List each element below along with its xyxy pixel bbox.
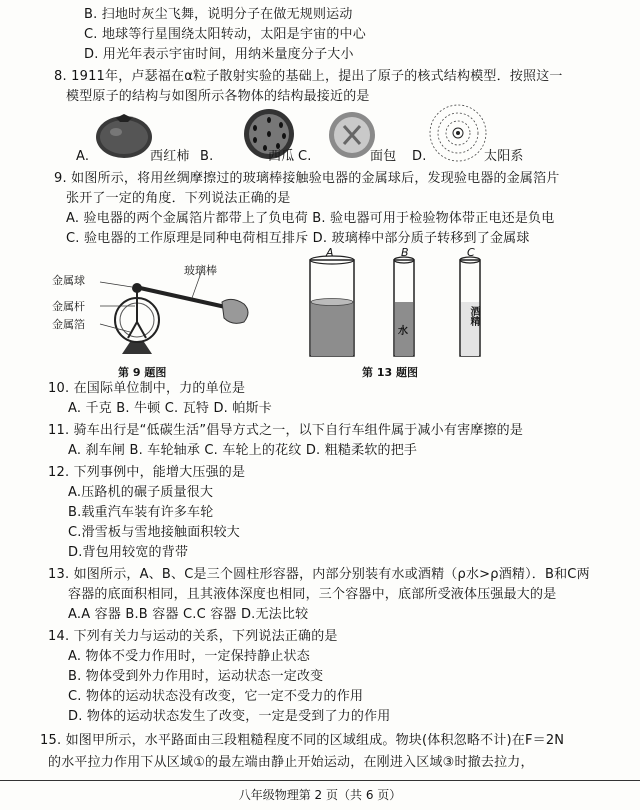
fig13-liquid-c: 酒精 bbox=[468, 306, 479, 326]
q12-option-b: B.载重汽车装有许多车轮 bbox=[68, 505, 214, 520]
q15-stem-1: 15. 如图甲所示，水平路面由三段粗糙程度不同的区域组成。物块(体积忽略不计)在F＝2N bbox=[40, 733, 565, 748]
q12-stem: 12. 下列事例中，能增大压强的是 bbox=[48, 465, 246, 480]
q13-stem-1: 13. 如图所示，A、B、C是三个圆柱形容器，内部分别装有水或酒精（ρ水>ρ酒精）．B和C两 bbox=[48, 567, 590, 582]
q10-stem: 10. 在国际单位制中，力的单位是 bbox=[48, 381, 246, 396]
q14-stem: 14. 下列有关力与运动的关系，下列说法正确的是 bbox=[48, 629, 338, 644]
fig9-caption: 第 9 题图 bbox=[118, 366, 167, 379]
fig13-label-b: B bbox=[401, 246, 409, 259]
q12-option-c: C.滑雪板与雪地接触面积较大 bbox=[68, 525, 241, 540]
q8-option-a: A. bbox=[76, 149, 90, 164]
q9-options-ab: A. 验电器的两个金属箔片都带上了负电荷 B. 验电器可用于检验物体带正电还是负电 bbox=[66, 211, 555, 226]
q8-option-c: C. bbox=[298, 149, 312, 164]
q8-option-b-item: 西瓜 bbox=[268, 149, 295, 164]
fig13-liquid-b: 水 bbox=[398, 326, 408, 337]
q8-stem-2: 模型原子的结构与如图所示各物体的结构最接近的是 bbox=[66, 89, 370, 104]
q9-options-cd: C. 验电器的工作原理是同种电荷相互排斥 D. 玻璃棒中部分质子转移到了金属球 bbox=[66, 231, 530, 246]
q10-options: A. 千克 B. 牛顿 C. 瓦特 D. 帕斯卡 bbox=[68, 401, 272, 416]
q12-option-d: D.背包用较宽的背带 bbox=[68, 545, 189, 560]
q13-stem-2: 容器的底面积相同，且其液体深度也相同，三个容器中，底部所受液体压强最大的是 bbox=[68, 587, 557, 602]
q7-option-d: D. 用光年表示宇宙时间，用纳米量度分子大小 bbox=[84, 47, 354, 62]
q14-option-b: B. 物体受到外力作用时，运动状态一定改变 bbox=[68, 669, 324, 684]
fig9-label-ball: 金属球 bbox=[52, 274, 85, 287]
q14-option-a: A. 物体不受力作用时，一定保持静止状态 bbox=[68, 649, 310, 664]
q8-option-a-item: 西红柿 bbox=[150, 149, 190, 164]
fig13-label-a: A bbox=[326, 246, 334, 259]
q14-option-c: C. 物体的运动状态没有改变，它一定不受力的作用 bbox=[68, 689, 364, 704]
fig9-label-foil: 金属箔 bbox=[52, 318, 85, 331]
page-footer: 八年级物理第 2 页（共 6 页） bbox=[238, 788, 402, 802]
q8-option-d: D. bbox=[412, 149, 427, 164]
q11-options: A. 刹车闸 B. 车轮轴承 C. 车轮上的花纹 D. 粗糙柔软的把手 bbox=[68, 443, 418, 458]
q8-stem-1: 8. 1911年，卢瑟福在α粒子散射实验的基础上，提出了原子的核式结构模型．按照这一 bbox=[54, 69, 563, 84]
fig13-caption: 第 13 题图 bbox=[362, 366, 418, 379]
q7-option-c: C. 地球等行星围绕太阳转动，太阳是宇宙的中心 bbox=[84, 27, 366, 42]
q8-option-b: B. bbox=[200, 149, 214, 164]
fig13-label-c: C bbox=[467, 246, 475, 259]
q9-stem-1: 9. 如图所示，将用丝绸摩擦过的玻璃棒接触验电器的金属球后，发现验电器的金属箔片 bbox=[54, 171, 560, 186]
electroscope-figure bbox=[80, 262, 280, 362]
fig9-label-rod: 玻璃棒 bbox=[184, 264, 217, 277]
q8-option-c-item: 面包 bbox=[370, 149, 397, 164]
q8-option-d-item: 太阳系 bbox=[484, 149, 524, 164]
solar-system-figure bbox=[426, 104, 490, 162]
q7-option-b: B. 扫地时灰尘飞舞，说明分子在做无规则运动 bbox=[84, 7, 353, 22]
q9-stem-2: 张开了一定的角度．下列说法正确的是 bbox=[66, 191, 291, 206]
q11-stem: 11. 骑车出行是“低碳生活”倡导方式之一，以下自行车组件属于减小有害摩擦的是 bbox=[48, 423, 524, 438]
fig9-label-stem: 金属杆 bbox=[52, 300, 85, 313]
q12-option-a: A.压路机的碾子质量很大 bbox=[68, 485, 214, 500]
footer-rule bbox=[0, 780, 640, 781]
q14-option-d: D. 物体的运动状态发生了改变，一定是受到了力的作用 bbox=[68, 709, 391, 724]
tomato-figure bbox=[94, 110, 154, 160]
q13-options: A.A 容器 B.B 容器 C.C 容器 D.无法比较 bbox=[68, 607, 309, 622]
q15-stem-2: 的水平拉力作用下从区域①的最左端由静止开始运动，在刚进入区域③时撤去拉力， bbox=[48, 755, 534, 770]
